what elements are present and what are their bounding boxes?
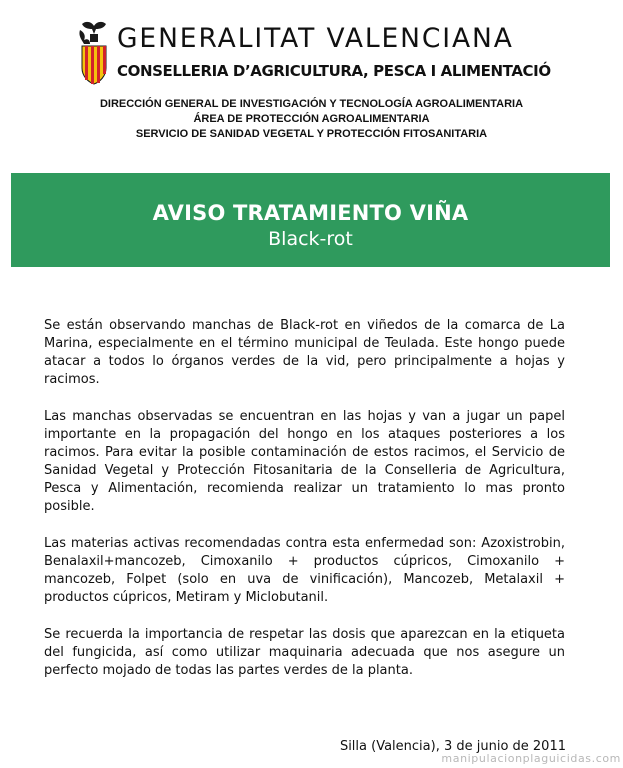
org-line-directorate: DIRECCIÓN GENERAL DE INVESTIGACIÓN Y TECNOLOGÍA AGROALIMENTARIA [99,98,524,110]
org-line-service: SERVICIO DE SANIDAD VEGETAL Y PROTECCIÓN FITOSANITARIA [135,128,488,140]
paragraph-observation: Se están observando manchas de Black-rot en viñedos de la comarca de La Marina, especialmente en el término municipal de Teulada. Este hongo puede atacar a todos lo órganos verdes de la vid, pero principalmente a hojas y racimos. [44,318,565,387]
notice-body [44,317,565,699]
organization-block [0,97,623,142]
letterhead [0,0,623,92]
institution-title: GENERALITAT VALENCIANA [117,23,514,54]
paragraph-active-ingredients: Las materias activas recomendadas contra esta enfermedad son: Azoxistrobin, Benalaxil+mancozeb, Cimoxanilo + productos cúpricos, Cimoxanilo + mancozeb, Folpet (solo en uva de vinificación), Mancozeb, Metalaxil + productos cúpricos, Metiram y Miclobutanil. [44,536,565,605]
paragraph-recommendation: Las manchas observadas se encuentran en las hojas y van a jugar un papel importante en la propagación del hongo en los ataques posteriores a los racimos. Para evitar la posible contaminación de estos racimos, el Servicio de Sanidad Vegetal y Protección Fitosanitaria de la Conselleria de Agricultura, Pesca y Alimentación, recomienda realizar un tratamiento lo mas pronto posible. [44,409,565,514]
valencia-coat-of-arms-icon [76,20,112,86]
watermark: manipulacionplaguicidas.com [441,752,621,765]
org-line-area: ÁREA DE PROTECCIÓN AGROALIMENTARIA [193,113,430,125]
department-title: CONSELLERIA D’AGRICULTURA, PESCA I ALIMENTACIÓ [117,62,551,80]
notice-banner [11,173,610,267]
notice-date: Silla (Valencia), 3 de junio de 2011 [339,739,566,754]
notice-subtitle: Black-rot [268,228,353,250]
notice-title: AVISO TRATAMIENTO VIÑA [152,201,469,225]
paragraph-dosage-reminder: Se recuerda la importancia de respetar las dosis que aparezcan en la etiqueta del fungicida, así como utilizar maquinaria adecuada que nos asegure un perfecto mojado de todas las partes verdes de la planta. [44,627,565,678]
